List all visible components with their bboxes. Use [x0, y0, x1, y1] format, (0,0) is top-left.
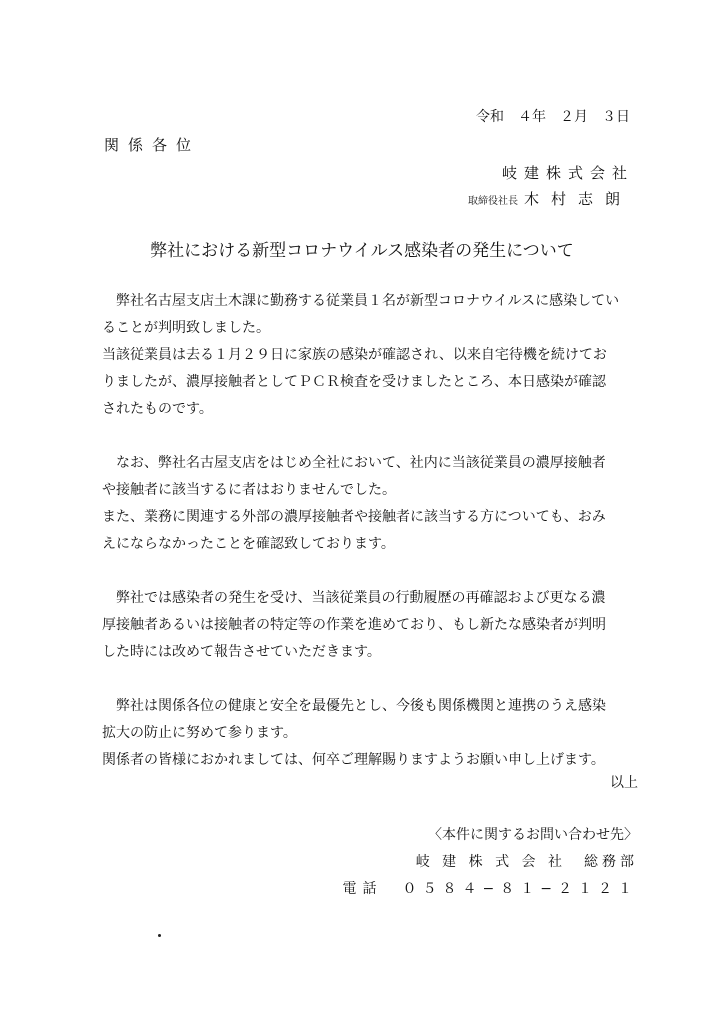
body-line: されたものです。: [102, 401, 213, 417]
body-line: 厚接触者あるいは接触者の特定等の作業を進めており、もし新たな感染者が判明: [102, 617, 606, 633]
body-line: えにならなかったことを確認致しております。: [102, 536, 395, 552]
contact-block: [343, 822, 638, 903]
company-name: 岐建株式会社: [501, 164, 634, 182]
signer-role: 取締役社長: [467, 196, 518, 207]
contact-department: 岐 建 株 式 会 社 総務部: [415, 854, 638, 870]
body-line: また、業務に関連する外部の濃厚接触者や接触者に該当する方についても、おみ: [102, 509, 606, 525]
body-line: りましたが、濃厚接触者としてＰＣＲ検査を受けましたところ、本日感染が確認: [102, 374, 606, 390]
body-line: 当該従業員は去る１月２９日に家族の感染が確認され、以来自宅待機を続けてお: [102, 347, 607, 363]
body-line: 拡大の防止に努めて参ります。: [102, 725, 297, 741]
scan-speck: [158, 934, 161, 937]
body-line: 弊社名古屋支店土木課に勤務する従業員１名が新型コロナウイルスに感染してい: [102, 293, 620, 309]
body-line: なお、弊社名古屋支店をはじめ全社において、社内に当該従業員の濃厚接触者: [102, 455, 606, 471]
body-line: 関係者の皆様におかれましては、何卒ご理解賜りますようお願い申し上げます。: [102, 752, 605, 768]
body-line: 弊社では感染者の発生を受け、当該従業員の行動履歴の再確認および更なる濃: [102, 590, 606, 606]
contact-heading: 〈本件に関するお問い合わせ先〉: [428, 827, 638, 843]
body-paragraph-4: [102, 693, 642, 774]
closing-mark: 以上: [610, 775, 638, 791]
issue-date: 令和 ４年 ２月 ３日: [476, 109, 630, 125]
contact-phone: 電話 ０５８４−８１−２１２１: [342, 881, 638, 897]
body-line: や接触者に該当するに者はおりませんでした。: [102, 482, 396, 498]
body-line: した時には改めて報告させていただきます。: [102, 644, 381, 660]
body-paragraph-2: [102, 450, 642, 558]
document-title: 弊社における新型コロナウイルス感染者の発生について: [150, 241, 574, 261]
body-text: [102, 288, 642, 801]
body-line: 弊社は関係各位の健康と安全を最優先とし、今後も関係機関と連携のうえ感染: [102, 698, 606, 714]
body-paragraph-3: [102, 585, 642, 666]
signer-block: [468, 188, 632, 209]
body-line: ることが判明致しました。: [102, 320, 270, 336]
body-paragraph-1: [102, 288, 642, 423]
signer-name: 木村志朗: [523, 190, 632, 208]
addressee: 関係各位: [104, 136, 201, 154]
